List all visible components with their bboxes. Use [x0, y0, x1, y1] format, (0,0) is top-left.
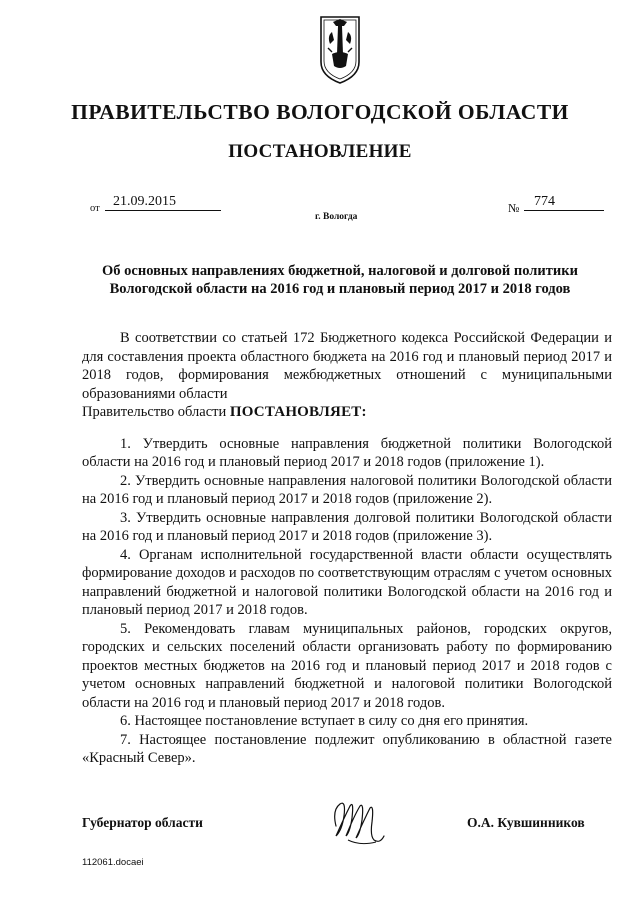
handwritten-signature — [330, 796, 388, 848]
decree-prefix: Правительство области — [82, 404, 230, 420]
document-subject — [60, 262, 620, 298]
document-city: г. Вологда — [315, 212, 358, 222]
subject-line-2: Вологодской области на 2016 год и плановый период 2017 и 2018 годов — [109, 281, 571, 297]
subject-line-1: Об основных направлениях бюджетной, налоговой и долговой политики — [102, 263, 578, 279]
item-7: 7. Настоящее постановление подлежит опубликованию в областной газете «Красный Север». — [82, 731, 612, 766]
document-date: 21.09.2015 — [105, 194, 221, 211]
signatory-name: О.А. Кувшинников — [467, 815, 585, 830]
item-4: 4. Органам исполнительной государственной власти области осуществлять формирование доходов и расходов по соответствующим отраслям с учетом основных направлений бюджетной и налоговой политики Вологодской области на 2016 год и плановый период 2017 и 2018 годов. — [82, 546, 612, 618]
document-type: ПОСТАНОВЛЕНИЕ — [228, 141, 412, 162]
decree-word: ПОСТАНОВЛЯЕТ: — [229, 404, 367, 420]
document-body — [82, 329, 612, 768]
item-6: 6. Настоящее постановление вступает в силу со дня его принятия. — [120, 713, 529, 729]
document-number: 774 — [524, 194, 604, 211]
item-1: 1. Утвердить основные направления бюджетной политики Вологодской области на 2016 год и плановый период 2017 и 2018 годов (приложение 1). — [82, 435, 612, 470]
preamble-text: В соответствии со статьей 172 Бюджетного кодекса Российской Федерации и для составления проекта областного бюджета на 2016 год и плановый период 2017 и 2018 годов, формирования межбюджетных отношений с муниципальными образованиями области — [82, 330, 612, 402]
item-2: 2. Утвердить основные направления налоговой политики Вологодской области на 2016 год и плановый период 2017 и 2018 годов (приложение 2). — [82, 472, 612, 507]
coat-of-arms-emblem — [318, 14, 362, 86]
item-3: 3. Утвердить основные направления долговой политики Вологодской области на 2016 год и плановый период 2017 и 2018 годов (приложение 3). — [82, 509, 612, 544]
number-prefix: № — [508, 201, 520, 215]
signatory-position: Губернатор области — [82, 815, 203, 830]
date-prefix: от — [90, 203, 100, 214]
item-5: 5. Рекомендовать главам муниципальных районов, городских округов, городских и сельских поселений области организовать работу по формированию проектов местных бюджетов на 2016 год и плановый период 2017 и 2018 годов с учетом основных направлений бюджетной и налоговой политики Вологодской области на 2016 год и плановый период 2017 и 2018 годов. — [82, 620, 612, 711]
file-reference: 112061.docaei — [82, 857, 144, 868]
government-title: ПРАВИТЕЛЬСТВО ВОЛОГОДСКОЙ ОБЛАСТИ — [71, 100, 569, 124]
decree-line — [82, 403, 612, 422]
